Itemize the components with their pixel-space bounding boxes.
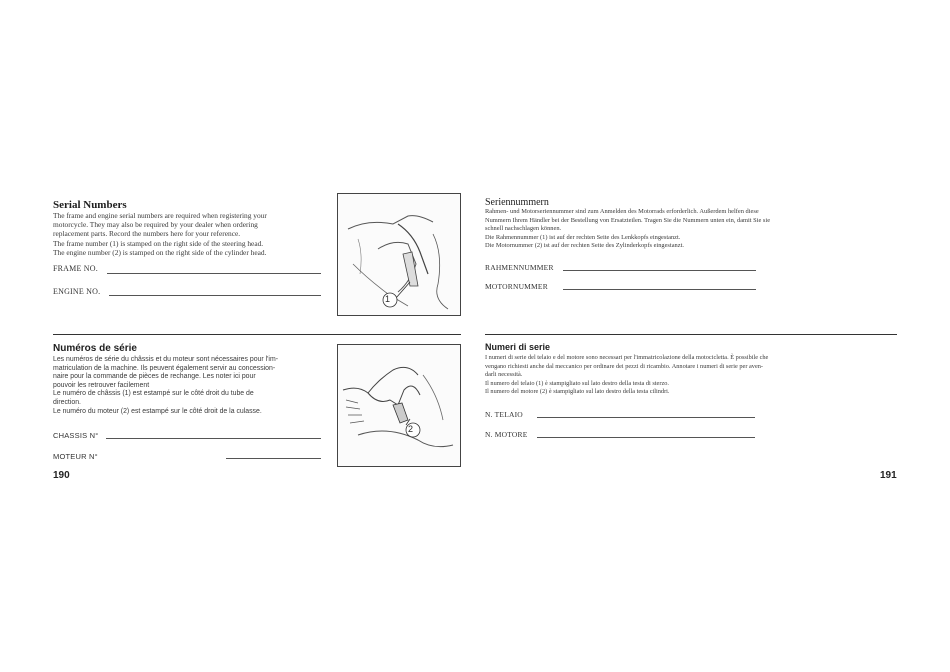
page-number-right: 191 (880, 470, 897, 481)
engine-number-line (109, 295, 321, 296)
german-line: Die Rahmennummer (1) ist auf der rechten Seite des Lenkkopfs eingestanzt. (485, 233, 681, 241)
english-section-body (53, 211, 325, 257)
italian-line: Il numero del motore (2) è stampigliato sul lato destro della testa cilindri. (485, 388, 670, 395)
french-line: Les numéros de série du châssis et du moteur sont nécessaires pour l'im- (53, 356, 278, 363)
italian-line: Il numero del telaio (1) è stampigliato sul lato destro della testa di sterzo. (485, 379, 669, 387)
frame-number-figure (337, 193, 461, 316)
moteur-number-line (226, 458, 321, 459)
italian-line: I numeri di serie del telaio e del motore sono necessari per l'immatricolazione della motocicletta. È possibile che (485, 354, 769, 361)
german-section-title: Seriennummern (485, 197, 549, 208)
french-line: matriculation de la machine. Ils peuvent également servir au concession- (53, 364, 276, 372)
french-line: pouvoir les retrouver facilement (53, 381, 150, 389)
callout-1-label: 1 (385, 294, 391, 304)
german-line: Die Motornummer (2) ist auf der rechten Seite des Zylinderkopfs eingestanzt. (485, 242, 684, 249)
motor-number-line (563, 289, 756, 290)
german-line: Rahmen- und Motorseriennummer sind zum Anmelden des Motorrads erforderlich. Außerdem helfen diese (485, 208, 759, 215)
frame-number-line (107, 273, 321, 274)
motor-number-label: MOTORNUMMER (485, 282, 548, 291)
german-section-body (485, 208, 905, 251)
telaio-number-label: N. TELAIO (485, 410, 523, 419)
german-line: schnell nachschlagen können. (485, 225, 562, 232)
callout-2-label: 2 (408, 424, 414, 434)
engine-number-figure (337, 344, 461, 467)
steering-head-illustration (338, 194, 460, 315)
french-section-body (53, 356, 325, 416)
english-line: The engine number (2) is stamped on the right side of the cylinder head. (53, 247, 267, 257)
french-line: naire pour la commande de pièces de rechange. Les noter ici pour (53, 373, 256, 381)
engine-number-label: ENGINE NO. (53, 287, 101, 296)
cylinder-head-illustration (338, 345, 460, 466)
english-line: replacement parts. Record the numbers here for your reference. (53, 229, 241, 239)
moteur-number-label: MOTEUR N° (53, 452, 98, 461)
chassis-number-line (106, 438, 321, 439)
section-divider-right (485, 334, 897, 335)
german-line: Nummern Ihrem Händler bei der Bestellung von Ersatzteilen. Tragen Sie die Nummern unten ein, damit Sie sie (485, 216, 771, 224)
french-line: Le numéro de châssis (1) est estampé sur le côté droit du tube de (53, 390, 254, 398)
english-section-title: Serial Numbers (53, 199, 127, 211)
italian-line: vengano richiesti anche dal meccanico per ordinare dei pezzi di ricambio. Annotare i numeri di serie per aven- (485, 362, 763, 370)
italian-section-body (485, 354, 905, 397)
chassis-number-label: CHASSIS N° (53, 431, 99, 440)
french-line: Le numéro du moteur (2) est estampé sur le côté droit de la culasse. (53, 407, 262, 415)
motore-number-label: N. MOTORE (485, 430, 528, 439)
french-section-title: Numéros de série (53, 343, 137, 354)
telaio-number-line (537, 417, 755, 418)
page-number-left: 190 (53, 470, 70, 481)
italian-line: darli necessità. (485, 371, 523, 378)
french-line: direction. (53, 398, 81, 406)
rahmen-number-label: RAHMENNUMMER (485, 263, 554, 272)
english-line: motorcycle. They may also be required by your dealer when ordering (53, 220, 258, 230)
italian-section-title: Numeri di serie (485, 342, 551, 352)
motore-number-line (537, 437, 755, 438)
section-divider-left (53, 334, 461, 335)
frame-number-label: FRAME NO. (53, 264, 98, 273)
english-line: The frame and engine serial numbers are required when registering your (53, 211, 267, 220)
rahmen-number-line (563, 270, 756, 271)
english-line: The frame number (1) is stamped on the right side of the steering head. (53, 238, 264, 248)
